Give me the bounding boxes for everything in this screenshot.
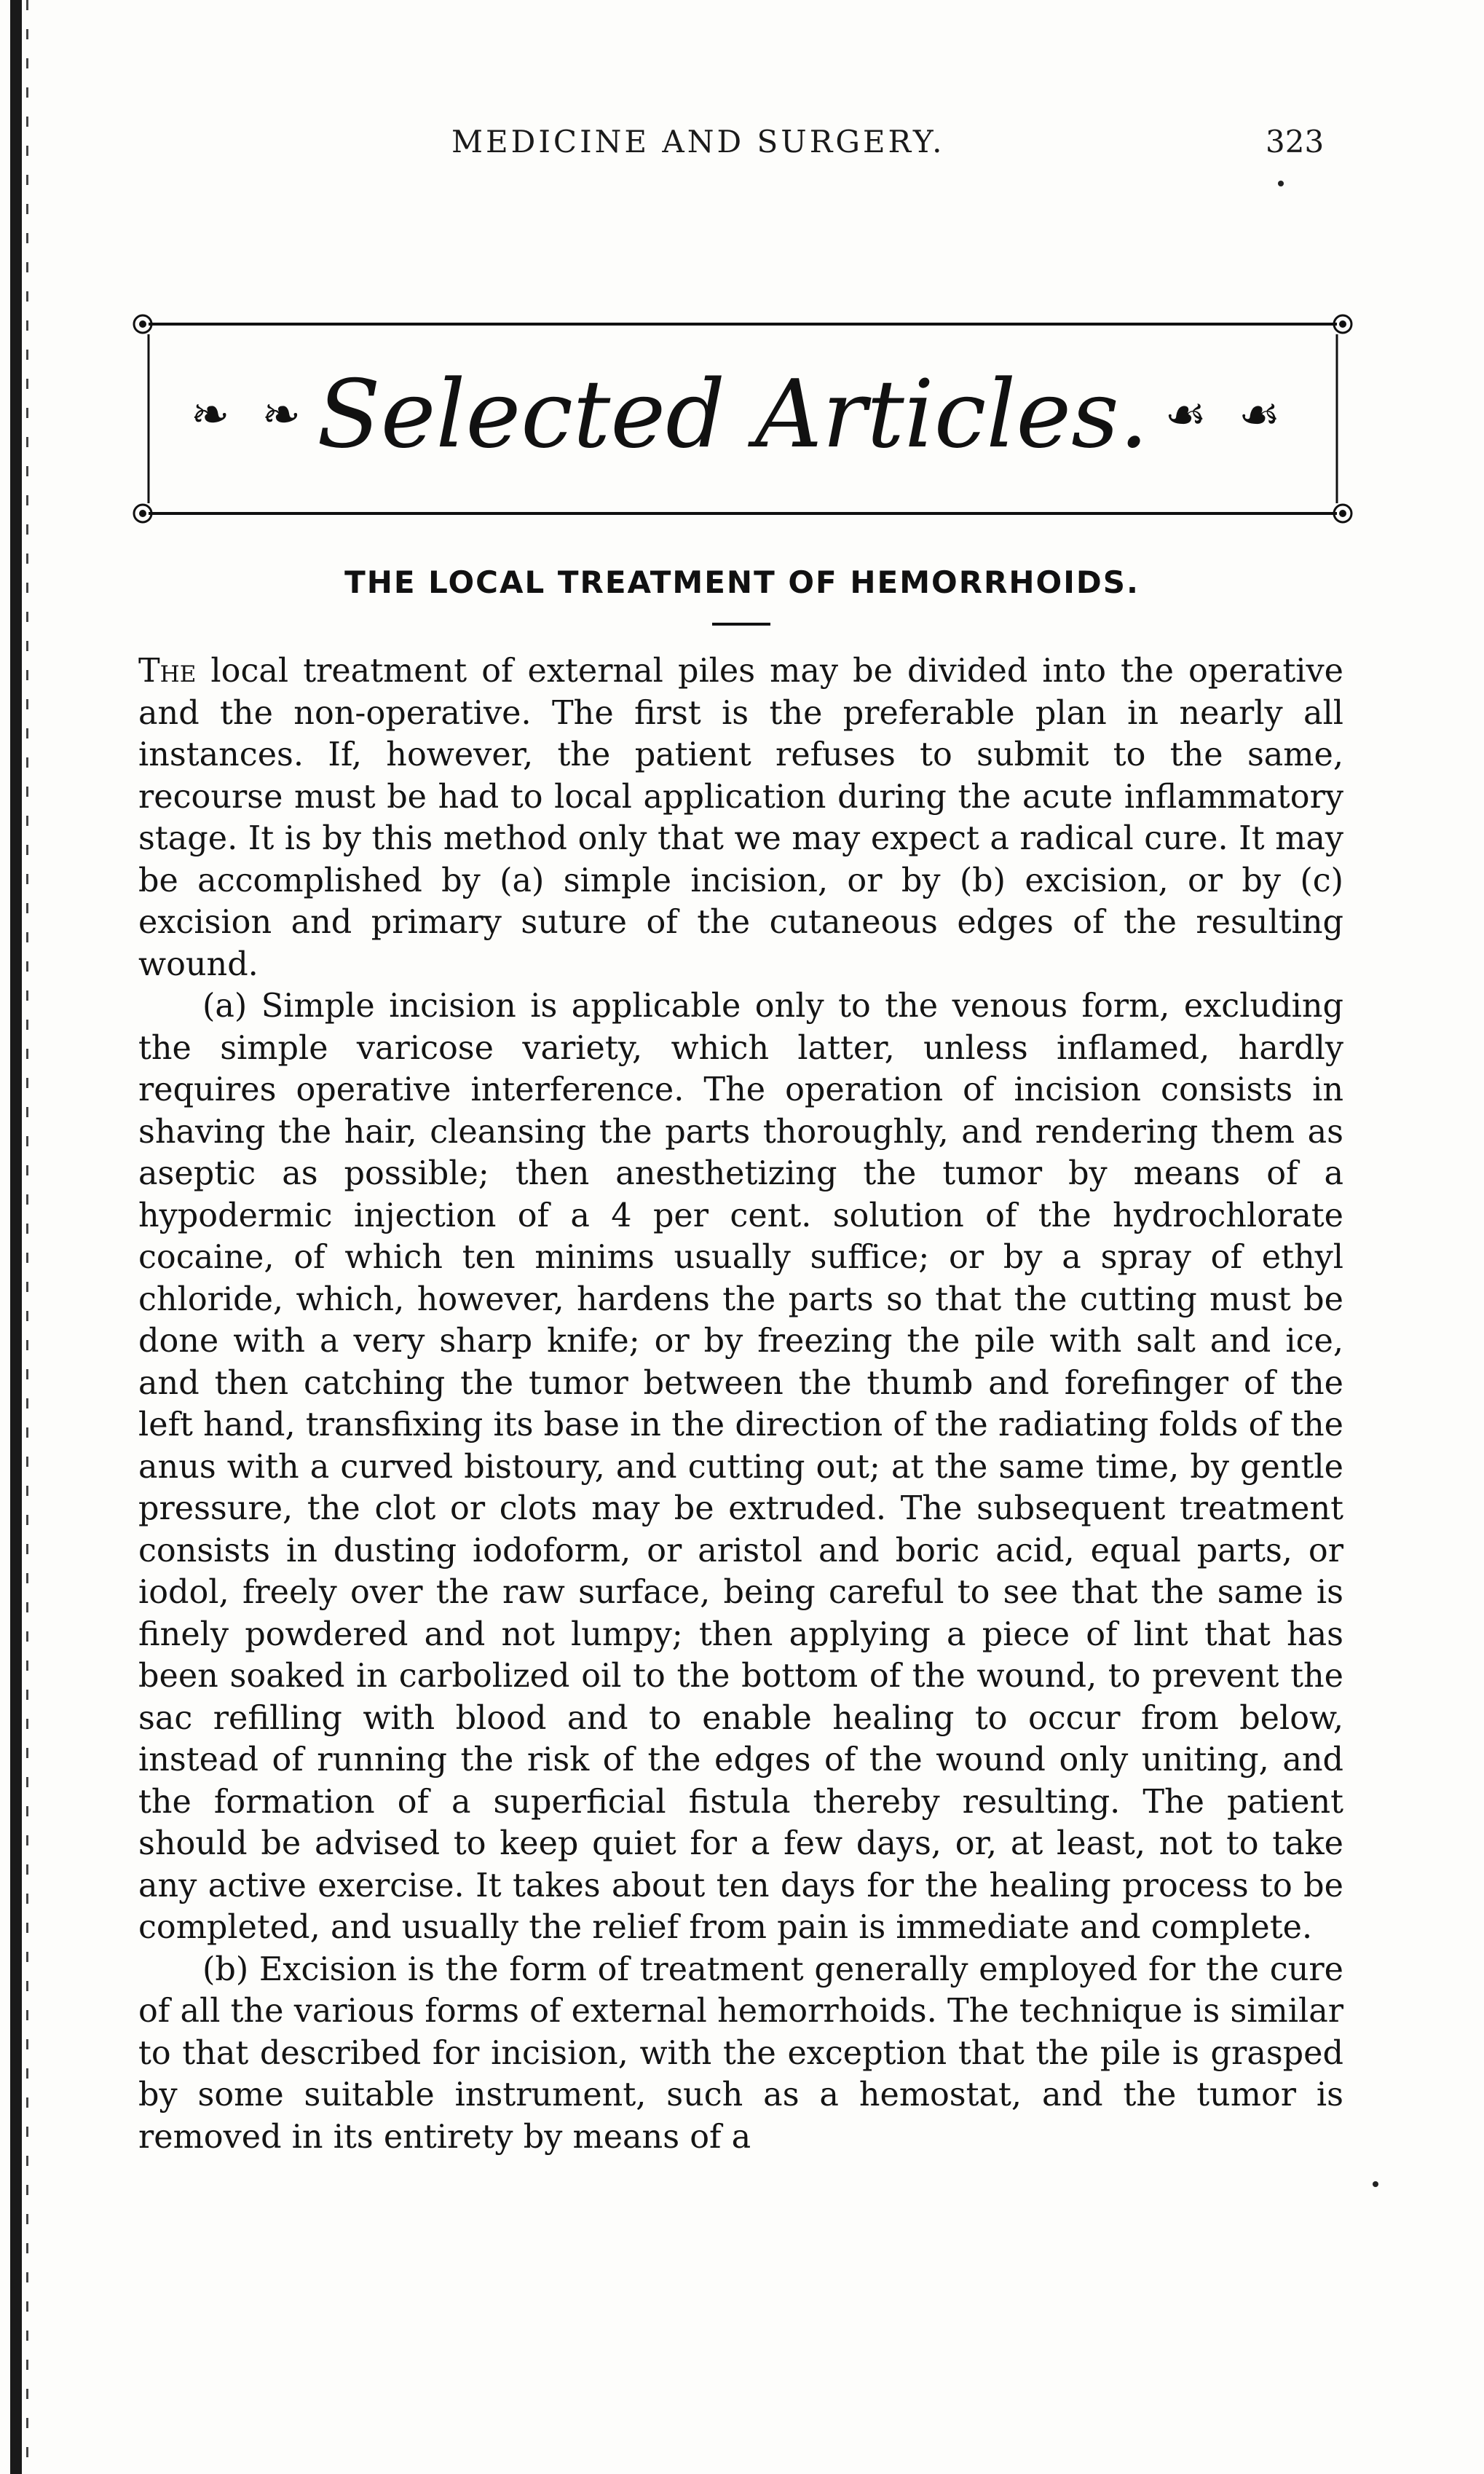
- print-speck: [1278, 181, 1284, 186]
- article-body: [138, 650, 1343, 2158]
- print-speck: [1373, 2181, 1378, 2187]
- binding-stitching: [26, 0, 28, 2474]
- page-number: 323: [1266, 124, 1325, 159]
- ornament-icon: ❧: [190, 388, 230, 442]
- binding-edge: [10, 0, 22, 2474]
- paragraph-excision: (b) Excision is the form of treatment generally employed for the cure of all the various forms of external hemorrhoids. The technique is similar to that described for incision, with the exception that the pile is grasped by some suitable instrument, such as a hemostat, and the tumor is removed in its entirety by means of a: [138, 1950, 1343, 2156]
- paragraph-intro-text: local treatment of external piles may be divided into the operative and the non-operative. The first is the preferable plan in nearly all instances. If, however, the patient refuses to submit to the same, recourse must be had to local application during the acute inflammatory stage. It is by this method only that we may expect a radical cure. It may be accomplished by (a) simple incision, or by (b) excision, or by (c) excision and primary suture of the cutaneous edges of the resulting wound.: [138, 653, 1343, 983]
- section-banner: [149, 361, 1322, 477]
- section-banner-text: Selected Articles.: [317, 361, 1149, 469]
- lead-word: The: [138, 653, 197, 690]
- title-rule: [712, 623, 770, 626]
- ornament-icon: ☙: [1238, 388, 1281, 442]
- article-title: THE LOCAL TREATMENT OF HEMORRHOIDS.: [344, 564, 1140, 600]
- ornament-icon: ❧: [261, 388, 301, 442]
- paragraph-incision: (a) Simple incision is applicable only to the venous form, excluding the simple varicose variety, which latter, unless inflamed, hardly requires operative interference. The operation of incision consists in shaving the hair, cleansing the parts thoroughly, and rendering them as aseptic as possible; then anesthetizing the tumor by means of a hypodermic injection of a 4 per cent. solution of the hydrochlorate cocaine, of which ten minims usually suffice; or by a spray of ethyl chloride, which, however, hardens the parts so that the cutting must be done with a very sharp knife; or by freezing the pile with salt and ice, and then catching the tumor between the thumb and forefinger of the left hand, transfixing its base in the direction of the radiating folds of the anus with a curved bistoury, and cutting out; at the same time, by gentle pressure, the clot or clots may be extruded. The subsequent treatment consists in dusting iodoform, or aristol and boric acid, equal parts, or iodol, freely over the raw surface, being careful to see that the same is finely powdered and not lumpy; then applying a piece of lint that has been soaked in carbolized oil to the bottom of the wound, to prevent the sac refilling with blood and to enable healing to occur from below, instead of running the risk of the edges of the wound only uniting, and the formation of a superficial fistula thereby resulting. The patient should be advised to keep quiet for a few days, or, at least, not to take any active exercise. It takes about ten days for the healing process to be completed, and usually the relief from pain is immediate and complete.: [138, 988, 1343, 1946]
- running-head: MEDICINE AND SURGERY.: [451, 124, 945, 159]
- ornament-icon: ☙: [1164, 388, 1207, 442]
- paragraph-intro: [138, 650, 1343, 985]
